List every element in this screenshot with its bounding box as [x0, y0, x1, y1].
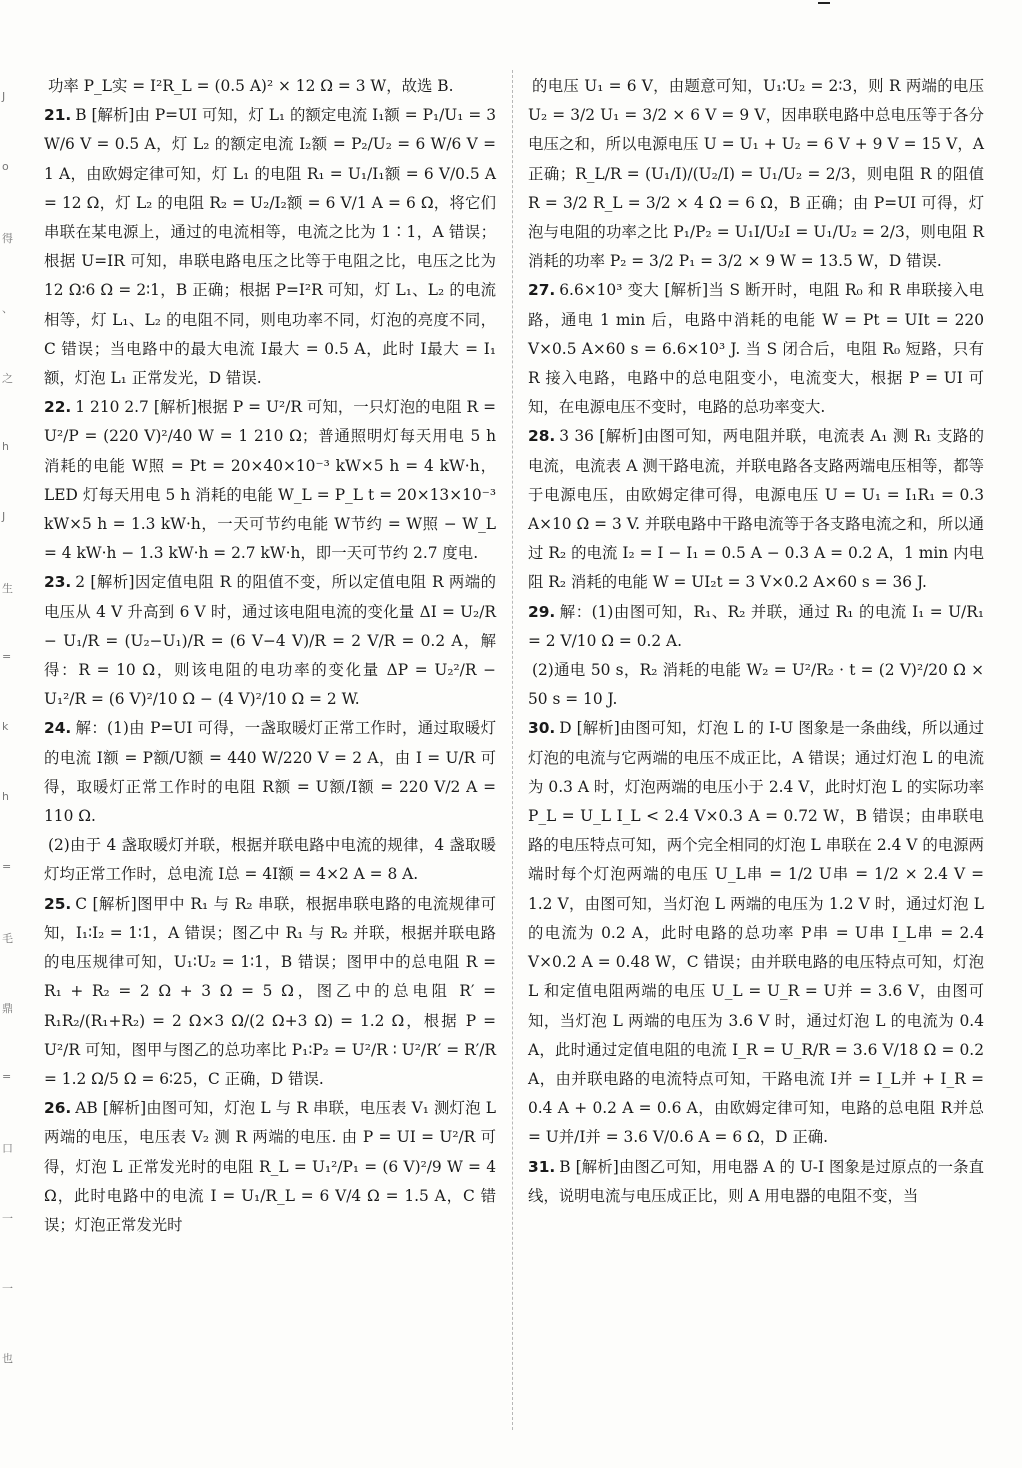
edge-mark: k: [2, 720, 9, 733]
answer-22: 22. 1 210 2.7 [解析]根据 P = U²/R 可知，一只灯泡的电阻 R = U²/P = (220 V)²/40 W = 1 210 Ω；普通照明灯每天用电 5 h 消耗的电能 W照 = Pt = 20×40×10⁻³ kW×5 h = 4 kW·h，LED 灯每天用电 5 h 消耗的电能 W_L = P_L t = 20×13×10⁻³ kW×5 h = 1.3 kW·h，一天可节约电能 W节约 = W照 − W_L = 4 kW·h − 1.3 kW·h = 2.7 kW·h，即一天可节约 2.7 度电.: [44, 398, 496, 563]
edge-mark: 之: [2, 372, 13, 385]
edge-mark: =: [2, 860, 12, 873]
edge-mark: 鼎: [2, 1002, 13, 1015]
edge-mark: 也: [2, 1352, 13, 1365]
edge-mark: 一: [2, 1212, 13, 1225]
edge-mark: 毛: [2, 932, 13, 945]
answer-23: 23. 2 [解析]因定值电阻 R 的阻值不变，所以定值电阻 R 两端的电压从 4 V 升高到 6 V 时，通过该电阻电流的变化量 ΔI = U₂/R − U₁/R = (U₂−U₁)/R = (6 V−4 V)/R = 2 V/R = 0.2 A，解得：R = 10 Ω，则该电阻的电功率的变化量 ΔP = U₂²/R − U₁²/R = (6 V)²/10 Ω − (4 V)²/10 Ω = 2 W.: [44, 573, 496, 709]
edge-mark: =: [2, 650, 12, 663]
answer-24-part2: (2)由于 4 盏取暖灯并联，根据并联电路中电流的规律，4 盏取暖灯均正常工作时，总电流 I总 = 4I额 = 4×2 A = 8 A.: [44, 836, 496, 884]
edge-mark: 、: [2, 302, 13, 315]
right-column: [528, 72, 984, 1211]
answer-25: 25. C [解析]图甲中 R₁ 与 R₂ 串联，根据串联电路的电流规律可知，I₁∶I₂ = 1∶1，A 错误；图乙中 R₁ 与 R₂ 并联，根据并联电路的电压规律可知，U₁∶U₂ = 1∶1，B 错误；图甲中的总电阻 R = R₁ + R₂ = 2 Ω + 3 Ω = 5 Ω，图乙中的总电阻 R′ = R₁R₂/(R₁+R₂) = 2 Ω×3 Ω/(2 Ω+3 Ω) = 1.2 Ω，根据 P = U²/R 可知，图甲与图乙的总功率比 P₁∶P₂ = U²/R ∶ U²/R′ = R′/R = 1.2 Ω/5 Ω = 6∶25，C 正确，D 错误.: [44, 894, 496, 1088]
answer-31: 31. B [解析]由图乙可知，用电器 A 的 U-I 图象是过原点的一条直线，说明电流与电压成正比，则 A 用电器的电阻不变，当: [528, 1157, 984, 1205]
top-mark: [818, 2, 830, 4]
answer-21: 21. B [解析]由 P=UI 可知，灯 L₁ 的额定电流 I₁额 = P₁/U₁ = 3 W/6 V = 0.5 A，灯 L₂ 的额定电流 I₂额 = P₂/U₂ = 6 W/6 V = 1 A，由欧姆定律可知，灯 L₁ 的电阻 R₁ = U₁/I₁额 = 6 V/0.5 A = 12 Ω，灯 L₂ 的电阻 R₂ = U₂/I₂额 = 6 V/1 A = 6 Ω，将它们串联在某电源上，通过的电流相等，电流之比为 1∶1，A 错误；根据 U=IR 可知，串联电路电压之比等于电阻之比，电压之比为 12 Ω∶6 Ω = 2∶1，B 正确；根据 P=I²R 可知，灯 L₁、L₂ 的电流相等，灯 L₁、L₂ 的电阻不同，则电功率不同，灯泡的亮度不同，C 错误；当电路中的最大电流 I最大 = 0.5 A，此时 I最大 = I₁额，灯泡 L₁ 正常发光，D 错误.: [44, 106, 496, 388]
edge-mark: 一: [2, 1282, 13, 1295]
answer-26: 26. AB [解析]由图可知，灯泡 L 与 R 串联，电压表 V₁ 测灯泡 L 两端的电压，电压表 V₂ 测 R 两端的电压. 由 P = UI = U²/R 可得，灯泡 L 正常发光时的电阻 R_L = U₁²/P₁ = (6 V)²/9 W = 4 Ω，此时电路中的电流 I = U₁/R_L = 6 V/4 Ω = 1.5 A，C 错误；灯泡正常发光时: [44, 1099, 496, 1234]
edge-mark: 口: [2, 1142, 13, 1155]
answer-paragraph: 功率 P_L实 = I²R_L = (0.5 A)² × 12 Ω = 3 W，故选 B.: [48, 77, 454, 95]
column-divider: [512, 70, 513, 1430]
left-column: [44, 72, 496, 1240]
answer-28: 28. 3 36 [解析]由图可知，两电阻并联，电流表 A₁ 测 R₁ 支路的电流，电流表 A 测干路电流，并联电路各支路两端电压相等，都等于电源电压，由欧姆定律可得，电源电压 U = U₁ = I₁R₁ = 0.3 A×10 Ω = 3 V. 并联电路中干路电流等于各支路电流之和，所以通过 R₂ 的电流 I₂ = I − I₁ = 0.5 A − 0.3 A = 0.2 A，1 min 内电阻 R₂ 消耗的电能 W = UI₂t = 3 V×0.2 A×60 s = 36 J.: [528, 427, 984, 592]
edge-mark: J: [2, 90, 6, 103]
answer-29: 29. 解：(1)由图可知，R₁、R₂ 并联，通过 R₁ 的电流 I₁ = U/R₁ = 2 V/10 Ω = 0.2 A.: [528, 602, 984, 650]
edge-mark: J: [2, 510, 6, 523]
edge-mark: 得: [2, 232, 13, 245]
answer-27: 27. 6.6×10³ 变大 [解析]当 S 断开时，电阻 R₀ 和 R 串联接入电路，通电 1 min 后，电路中消耗的电能 W = Pt = UIt = 220 V×0.5 A×60 s = 6.6×10³ J. 当 S 闭合后，电阻 R₀ 短路，只有 R 接入电路，电路中的总电阻变小，电流变大，根据 P = UI 可知，在电源电压不变时，电路的总功率变大.: [528, 281, 984, 417]
answer-26-continued: 的电压 U₁ = 6 V，由题意可知，U₁∶U₂ = 2∶3，则 R 两端的电压 U₂ = 3/2 U₁ = 3/2 × 6 V = 9 V，因串联电路中总电压等于各分电压之和，所以电源电压 U = U₁ + U₂ = 6 V + 9 V = 15 V，A 正确；R_L/R = (U₁/I)/(U₂/I) = U₁/U₂ = 2/3，则电阻 R 的阻值 R = 3/2 R_L = 3/2 × 4 Ω = 6 Ω，B 正确；由 P=UI 可得，灯泡与电阻的功率之比 P₁/P₂ = U₁I/U₂I = U₁/U₂ = 2/3，则电阻 R 消耗的功率 P₂ = 3/2 P₁ = 3/2 × 9 W = 13.5 W，D 错误.: [528, 77, 984, 271]
answer-30: 30. D [解析]由图可知，灯泡 L 的 I-U 图象是一条曲线，所以通过灯泡的电流与它两端的电压不成正比，A 错误；通过灯泡 L 的电流为 0.3 A 时，灯泡两端的电压小于 2.4 V，此时灯泡 L 的实际功率 P_L = U_L I_L < 2.4 V×0.3 A = 0.72 W，B 错误；由串联电路的电压特点可知，两个完全相同的灯泡 L 串联在 2.4 V 的电源两端时每个灯泡两端的电压 U_L串 = 1/2 U串 = 1/2 × 2.4 V = 1.2 V，由图可知，当灯泡 L 两端的电压为 1.2 V 时，通过灯泡 L 的电流为 0.2 A，此时电路的总功率 P串 = U串 I_L串 = 2.4 V×0.2 A = 0.48 W，C 错误；由并联电路的电压特点可知，灯泡 L 和定值电阻两端的电压 U_L = U_R = U并 = 3.6 V，由图可知，当灯泡 L 两端的电压为 3.6 V 时，通过灯泡 L 的电流为 0.4 A，此时通过定值电阻的电流 I_R = U_R/R = 3.6 V/18 Ω = 0.2 A，由并联电路的电流特点可知，干路电流 I并 = I_L并 + I_R = 0.4 A + 0.2 A = 0.6 A，由欧姆定律可知，电路的总电阻 R并总 = U并/I并 = 3.6 V/0.6 A = 6 Ω，D 正确.: [528, 719, 984, 1147]
edge-mark: h: [2, 790, 9, 803]
edge-mark: 生: [2, 582, 13, 595]
answer-24: 24. 解：(1)由 P=UI 可得，一盏取暖灯正常工作时，通过取暖灯的电流 I额 = P额/U额 = 440 W/220 V = 2 A，由 I = U/R 可得，取暖灯正常工作时的电阻 R额 = U额/I额 = 220 V/2 A = 110 Ω.: [44, 719, 496, 826]
left-edge-marks: [0, 0, 16, 1468]
edge-mark: =: [2, 1070, 12, 1083]
edge-mark: h: [2, 440, 9, 453]
edge-mark: o: [2, 160, 9, 173]
answer-29-part2: (2)通电 50 s，R₂ 消耗的电能 W₂ = U²/R₂ · t = (2 V)²/20 Ω × 50 s = 10 J.: [528, 661, 984, 709]
